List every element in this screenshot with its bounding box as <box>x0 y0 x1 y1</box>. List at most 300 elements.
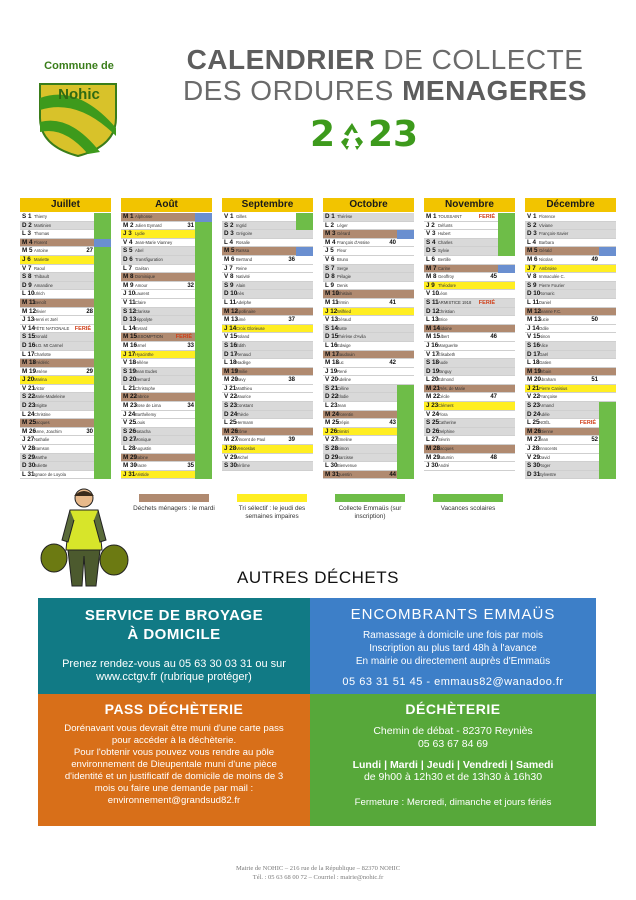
saint-name: Christophe <box>135 385 156 391</box>
day-row <box>424 325 515 334</box>
day-label: J 24 <box>123 410 136 418</box>
day-row <box>525 342 616 351</box>
day-row <box>424 247 515 256</box>
day-label: M 5 <box>22 247 33 255</box>
day-row <box>121 342 212 351</box>
vacances-marker <box>94 213 111 222</box>
saint-name: Lucie <box>539 317 550 323</box>
day-row <box>121 359 212 368</box>
saint-name: Prés. de Marie <box>438 385 466 391</box>
day-row <box>222 359 313 368</box>
week-number: 48 <box>490 454 497 461</box>
month-column-0 <box>20 198 111 479</box>
week-number: 49 <box>591 256 598 263</box>
day-row <box>222 402 313 411</box>
saint-name: François d'Assise <box>337 239 370 245</box>
day-label: J 31 <box>123 470 136 478</box>
day-label: J 20 <box>22 376 35 384</box>
vacances-marker <box>94 230 111 239</box>
day-row <box>323 462 414 471</box>
saint-name: Géraud <box>337 317 351 323</box>
day-row <box>525 351 616 360</box>
day-row <box>424 333 515 342</box>
day-label: J 23 <box>426 402 439 410</box>
day-row <box>20 273 111 282</box>
vacances-marker <box>195 393 212 402</box>
day-label: D 23 <box>22 402 36 410</box>
week-number: 52 <box>591 437 598 444</box>
holiday-label: FERIÉ <box>579 420 596 427</box>
saint-name: Denis <box>337 282 348 288</box>
day-row <box>222 299 313 308</box>
day-label: D 19 <box>426 367 440 375</box>
saint-name: Adelphe <box>236 299 252 305</box>
day-label: J 5 <box>325 247 334 255</box>
day-row <box>323 445 414 454</box>
vacances-marker <box>94 402 111 411</box>
day-row <box>222 462 313 471</box>
saint-name: Martinien <box>34 222 52 228</box>
day-row <box>525 247 616 256</box>
decheterie-days: Lundi | Mardi | Jeudi | Vendredi | Samedi <box>352 759 554 771</box>
saint-name: Sabine <box>135 454 149 460</box>
day-row <box>323 247 414 256</box>
saint-name: ARMISTICE 1918 <box>438 299 472 305</box>
day-row <box>121 368 212 377</box>
saint-name: Antoine <box>34 248 49 254</box>
vacances-marker <box>94 385 111 394</box>
decheterie-hours: de 9h00 à 12h30 et de 13h30 à 16h30 <box>363 771 543 783</box>
day-row <box>222 368 313 377</box>
day-label: S 9 <box>224 281 234 289</box>
day-label: M 26 <box>224 427 238 435</box>
pass-line-4: environnement de Dieupentale muni d'une pièce <box>71 759 277 770</box>
emmaus-line-1: Ramassage à domicile une fois par mois <box>362 630 544 641</box>
week-number: 32 <box>187 282 194 289</box>
vacances-marker <box>195 359 212 368</box>
day-label: J 28 <box>527 445 540 453</box>
saint-name: TOUSSAINT <box>438 214 462 219</box>
day-label: J 12 <box>325 307 338 315</box>
vacances-marker <box>195 445 212 454</box>
day-row <box>424 265 515 274</box>
vacances-marker <box>94 316 111 325</box>
month-column-5 <box>525 198 616 479</box>
day-row <box>20 256 111 265</box>
day-row <box>525 239 616 248</box>
day-label: D 24 <box>527 410 541 418</box>
saint-name: Tanguy <box>438 368 452 374</box>
nohic-coat-of-arms <box>30 58 126 158</box>
vacances-marker <box>195 419 212 428</box>
day-label: M 19 <box>22 367 36 375</box>
day-label: S 19 <box>123 367 136 375</box>
vacances-marker <box>195 411 212 420</box>
week-number: 46 <box>490 334 497 341</box>
vacances-marker <box>498 222 515 231</box>
week-number: 51 <box>591 377 598 384</box>
saint-name: André <box>438 463 450 469</box>
saint-name: Amour <box>135 282 148 288</box>
saint-name: Quentin <box>337 471 352 477</box>
week-number: 47 <box>490 394 497 401</box>
day-row <box>323 419 414 428</box>
day-row <box>222 213 313 222</box>
day-label: J 30 <box>426 462 439 470</box>
day-label: D 20 <box>123 376 137 384</box>
saint-name: Maurice <box>236 394 251 400</box>
vacances-marker <box>599 419 616 428</box>
day-row <box>222 333 313 342</box>
day-row <box>222 428 313 437</box>
day-row <box>20 428 111 437</box>
saint-name: Michel <box>236 454 249 460</box>
pass-line-6: mois ou faire une demande par mail : <box>94 783 254 794</box>
saint-name: Adèle <box>539 411 550 417</box>
day-label: L 24 <box>22 410 35 418</box>
day-label: D 9 <box>22 281 32 289</box>
vacances-marker <box>94 462 111 471</box>
broyage-title: SERVICE DE BROYAGE <box>84 607 264 624</box>
day-label: V 13 <box>325 316 338 324</box>
saint-name: Marguerite <box>438 342 459 348</box>
day-row <box>20 376 111 385</box>
saint-name: Edmond <box>438 377 454 383</box>
saint-name: NOËL <box>539 420 551 426</box>
saint-name: Alice <box>539 342 549 348</box>
day-row <box>20 436 111 445</box>
vacances-marker <box>397 445 414 454</box>
saint-name: Anne, Joachim <box>34 428 62 434</box>
saint-name: Daniel <box>539 299 551 305</box>
day-label: V 6 <box>325 255 335 263</box>
day-label: M 15 <box>123 333 137 341</box>
month-name: Décembre <box>525 198 616 212</box>
day-label: D 1 <box>325 213 335 220</box>
day-label: M 29 <box>426 453 440 461</box>
day-row <box>424 273 515 282</box>
day-row <box>323 454 414 463</box>
vacances-marker <box>195 265 212 274</box>
day-label: M 14 <box>426 324 440 332</box>
emmaus-marker <box>94 239 111 248</box>
day-row <box>121 273 212 282</box>
logo-name: Nohic <box>58 86 100 103</box>
day-row <box>323 325 414 334</box>
day-row <box>121 247 212 256</box>
vacances-marker <box>195 256 212 265</box>
week-number: 41 <box>389 299 396 306</box>
saint-name: Louis <box>135 420 146 426</box>
day-row <box>20 445 111 454</box>
vacances-marker <box>195 299 212 308</box>
day-label: L 23 <box>325 402 338 410</box>
day-label: M 20 <box>527 376 541 384</box>
day-label: M 25 <box>22 419 36 427</box>
day-row <box>323 230 414 239</box>
day-row <box>222 454 313 463</box>
saint-name: Dominique <box>135 274 156 280</box>
day-row <box>323 333 414 342</box>
day-row <box>20 325 111 334</box>
week-number: 45 <box>490 274 497 281</box>
day-label: L 3 <box>22 230 31 238</box>
saint-name: Monique <box>135 437 152 443</box>
vacances-marker <box>599 436 616 445</box>
day-label: S 14 <box>325 324 338 332</box>
saint-name: Émeline <box>337 437 353 443</box>
day-label: S 23 <box>224 402 237 410</box>
day-row <box>323 282 414 291</box>
day-label: M 6 <box>527 255 538 263</box>
pass-email[interactable]: environnement@grandsud82.fr <box>107 795 241 806</box>
day-label: M 29 <box>123 453 137 461</box>
saint-name: Serge <box>337 265 349 271</box>
saint-name: Jean <box>539 437 549 443</box>
day-label: D 5 <box>426 247 436 255</box>
day-label: J 14 <box>224 324 237 332</box>
vacances-marker <box>397 428 414 437</box>
pass-line-2: pour accéder à la déchèterie. <box>111 735 237 746</box>
saint-name: Cécile <box>438 394 450 400</box>
saint-name: Nathalie <box>34 437 50 443</box>
day-label: J 21 <box>527 384 540 392</box>
day-label: V 17 <box>426 350 439 358</box>
day-row <box>20 342 111 351</box>
day-row <box>121 290 212 299</box>
day-row <box>323 265 414 274</box>
pass-line-1: Dorénavant vous devrait être muni d'une carte pass <box>64 723 284 734</box>
day-label: D 24 <box>224 410 238 418</box>
day-row <box>424 436 515 445</box>
day-row <box>121 471 212 480</box>
day-row <box>424 351 515 360</box>
day-row <box>525 445 616 454</box>
day-row <box>323 393 414 402</box>
saint-name: Nicolas <box>539 256 553 262</box>
day-label: L 16 <box>325 341 338 349</box>
broyage-link[interactable]: www.cctgv.fr (rubrique protéger) <box>96 671 252 683</box>
emmaus-title: ENCOMBRANTS EMMAÜS <box>350 606 556 623</box>
day-row <box>424 385 515 394</box>
day-label: D 10 <box>224 290 238 298</box>
day-row <box>121 316 212 325</box>
saint-name: Rose de Lima <box>135 403 161 409</box>
day-row <box>222 230 313 239</box>
day-label: J 16 <box>426 341 439 349</box>
day-row <box>525 213 616 222</box>
saint-name: Natacha <box>135 428 151 434</box>
day-row <box>222 308 313 317</box>
saint-name: Alphonse <box>135 214 153 219</box>
day-label: M 21 <box>426 384 440 392</box>
day-label: M 8 <box>426 273 437 281</box>
saint-name: Adeline <box>337 377 351 383</box>
day-row <box>424 393 515 402</box>
day-row <box>20 462 111 471</box>
saint-name: Gérald <box>539 248 552 254</box>
saint-name: David <box>539 454 550 460</box>
broyage-line-1: Prenez rendez-vous au 05 63 30 03 31 ou sur <box>62 658 286 670</box>
month-column-3 <box>323 198 414 479</box>
day-label: V 7 <box>22 264 32 272</box>
emmaus-contact[interactable]: 05 63 31 51 45 - emmaus82@wanadoo.fr <box>342 676 564 688</box>
day-row <box>222 239 313 248</box>
vacances-marker <box>599 411 616 420</box>
vacances-marker <box>195 230 212 239</box>
day-label: L 25 <box>224 419 237 427</box>
logo-label: Commune de <box>44 60 114 72</box>
day-row <box>525 290 616 299</box>
saint-name: Delphine <box>438 428 455 434</box>
day-label: S 22 <box>22 393 35 401</box>
week-number: 27 <box>86 248 93 255</box>
month-name: Juillet <box>20 198 111 212</box>
saint-name: Thomas <box>34 231 50 237</box>
day-row <box>323 471 414 480</box>
day-row <box>323 342 414 351</box>
saint-name: Charlotte <box>34 351 51 357</box>
day-row <box>424 230 515 239</box>
day-row <box>424 282 515 291</box>
saint-name: Bienvenue <box>337 463 357 469</box>
vacances-marker <box>195 325 212 334</box>
day-row <box>121 325 212 334</box>
vacances-marker <box>195 402 212 411</box>
saint-name: Armand <box>539 403 554 409</box>
day-label: J 2 <box>426 221 435 229</box>
day-row <box>424 454 515 463</box>
saint-name: Narcisse <box>337 454 354 460</box>
day-label: J 7 <box>224 264 233 272</box>
day-label: L 9 <box>325 281 334 289</box>
saint-name: Céline <box>337 385 349 391</box>
saint-name: Aristide <box>135 471 149 477</box>
day-label: S 21 <box>325 384 338 392</box>
week-number: 44 <box>389 471 396 478</box>
saint-name: Léger <box>337 222 348 228</box>
legend-item-tri: Tri sélectif : le jeudi des semaines impaires <box>226 494 318 521</box>
day-row <box>323 402 414 411</box>
vacances-marker <box>94 359 111 368</box>
saint-name: Davy <box>236 377 246 383</box>
saint-name: Sidoine <box>438 325 452 331</box>
vacances-marker <box>195 462 212 471</box>
saint-name: Baudouin <box>337 351 355 357</box>
day-label: V 4 <box>123 238 133 246</box>
day-label: S 29 <box>22 453 35 461</box>
vacances-marker <box>599 402 616 411</box>
day-row <box>121 282 212 291</box>
day-label: S 4 <box>426 238 436 246</box>
saint-name: Hermann <box>236 420 254 426</box>
day-label: M 18 <box>325 359 339 367</box>
day-row <box>525 325 616 334</box>
day-row <box>121 351 212 360</box>
vacances-marker <box>498 239 515 248</box>
day-label: M 11 <box>22 298 36 306</box>
vacances-marker <box>498 247 515 256</box>
day-row <box>121 333 212 342</box>
day-label: L 2 <box>325 221 334 229</box>
week-number: 35 <box>187 463 194 470</box>
day-label: L 18 <box>224 359 237 367</box>
day-row <box>20 213 111 222</box>
decheterie-phone: 05 63 67 84 69 <box>417 738 489 750</box>
saint-name: Albert <box>438 334 449 340</box>
saint-name: Ghislain <box>337 291 353 297</box>
saint-name: Hélène <box>135 360 149 366</box>
day-label: S 15 <box>22 333 35 341</box>
day-row <box>222 419 313 428</box>
saint-name: Armel <box>135 342 146 348</box>
saint-name: Croix Glorieuse <box>236 325 265 331</box>
day-row <box>222 393 313 402</box>
saint-name: Constant <box>236 403 253 409</box>
saint-name: Françoise <box>539 394 558 400</box>
day-label: S 9 <box>527 281 537 289</box>
saint-name: Jérôme <box>236 463 250 469</box>
day-label: V 29 <box>224 453 237 461</box>
day-row <box>525 402 616 411</box>
saint-name: Nadège <box>236 360 251 366</box>
day-label: S 30 <box>527 462 540 470</box>
day-label: M 27 <box>224 436 238 444</box>
day-label: S 18 <box>426 359 439 367</box>
vacances-marker <box>195 436 212 445</box>
day-row <box>424 359 515 368</box>
saint-name: Ignace de Loyola <box>34 471 66 477</box>
saint-name: Raïssa <box>236 248 250 254</box>
saint-name: Urbain <box>539 368 552 374</box>
vacances-marker <box>94 368 111 377</box>
day-row <box>323 256 414 265</box>
day-row <box>525 419 616 428</box>
day-row <box>222 385 313 394</box>
saint-name: Donald <box>34 334 48 340</box>
saint-name: Nativité <box>236 274 250 280</box>
day-label: V 15 <box>527 333 540 341</box>
saint-name: Abel <box>135 248 144 254</box>
saint-name: Florentin <box>337 411 354 417</box>
day-label: M 1 <box>123 213 134 220</box>
vacances-marker <box>94 419 111 428</box>
vacances-marker <box>94 273 111 282</box>
saint-name: Hippolyte <box>135 317 153 323</box>
vacances-marker <box>498 230 515 239</box>
emmaus-marker <box>296 247 313 256</box>
holiday-label: FERIÉ <box>478 299 495 306</box>
vacances-marker <box>195 368 212 377</box>
day-label: V 15 <box>224 333 237 341</box>
day-label: M 17 <box>325 350 339 358</box>
day-label: L 11 <box>224 298 237 306</box>
day-label: M 13 <box>527 316 541 324</box>
day-label: J 14 <box>527 324 540 332</box>
saint-name: Christian <box>438 308 455 314</box>
vacances-marker <box>599 462 616 471</box>
day-row <box>525 385 616 394</box>
day-label: L 6 <box>426 255 435 263</box>
saint-name: Saturnin <box>438 454 454 460</box>
day-label: V 18 <box>123 359 136 367</box>
day-row <box>323 273 414 282</box>
saint-name: Émilie <box>236 368 248 374</box>
vacances-marker <box>397 471 414 480</box>
day-label: M 25 <box>325 419 339 427</box>
day-label: M 11 <box>325 298 339 306</box>
saint-name: Frédéric <box>34 360 50 366</box>
